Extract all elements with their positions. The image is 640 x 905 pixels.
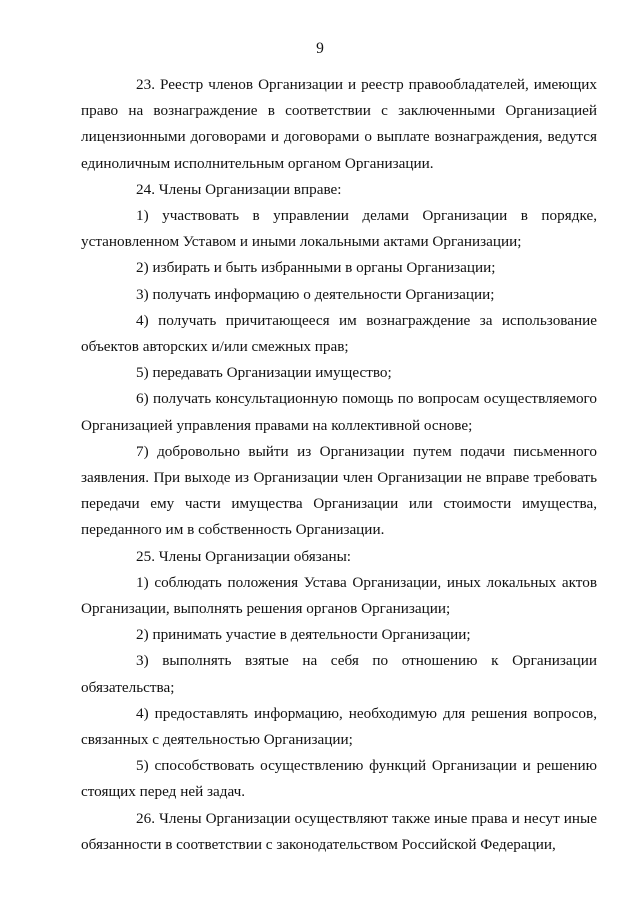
list-item-24-6: 6) получать консультационную помощь по вопросам осуществляемого Организацией управления правами на коллективной основе; xyxy=(81,390,597,434)
list-item-24-2: 2) избирать и быть избранными в органы Организации; xyxy=(136,259,496,277)
list-item-24-4: 4) получать причитающееся им вознаграждение за использование объектов авторских и/или смежных прав; xyxy=(81,311,597,356)
paragraph-24-heading: 24. Члены Организации вправе: xyxy=(136,180,342,198)
paragraph-26: 26. Члены Организации осуществляют также иные права и несут иные обязанности в соответствии с законодательством Российской Федерации, xyxy=(81,809,597,853)
page-number: 9 xyxy=(316,40,324,57)
list-item-24-5: 5) передавать Организации имущество; xyxy=(136,364,392,382)
list-item-25-3: 3) выполнять взятые на себя по отношению к Организации обязательства; xyxy=(81,652,597,696)
list-item-25-1: 1) соблюдать положения Устава Организации, иных локальных актов Организации, выполнять решения органов Организации; xyxy=(81,573,597,618)
list-item-24-7: 7) добровольно выйти из Организации путем подачи письменного заявления. При выходе из Организации член Организации не вправе требовать передачи ему части имущества Организации или стоимости имущества, переданного им в собственность Организации. xyxy=(81,442,597,539)
list-item-25-4: 4) предоставлять информацию, необходимую для решения вопросов, связанных с деятельностью Организации; xyxy=(81,704,597,749)
paragraph-25-heading: 25. Члены Организации обязаны: xyxy=(136,547,352,565)
document-body xyxy=(81,72,597,858)
list-item-25-2: 2) принимать участие в деятельности Организации; xyxy=(136,626,471,644)
paragraph-23: 23. Реестр членов Организации и реестр правообладателей, имеющих право на вознаграждение в соответствии с заключенными Организацией лицензионными договорами и договорами о выплате вознаграждения, ведутся единоличным исполнительным органом Организации. xyxy=(81,76,597,172)
list-item-25-5: 5) способствовать осуществлению функций Организации и решению стоящих перед ней задач. xyxy=(81,757,597,801)
list-item-24-1: 1) участвовать в управлении делами Организации в порядке, установленном Уставом и иными локальными актами Организации; xyxy=(81,207,597,251)
list-item-24-3: 3) получать информацию о деятельности Организации; xyxy=(136,285,495,303)
